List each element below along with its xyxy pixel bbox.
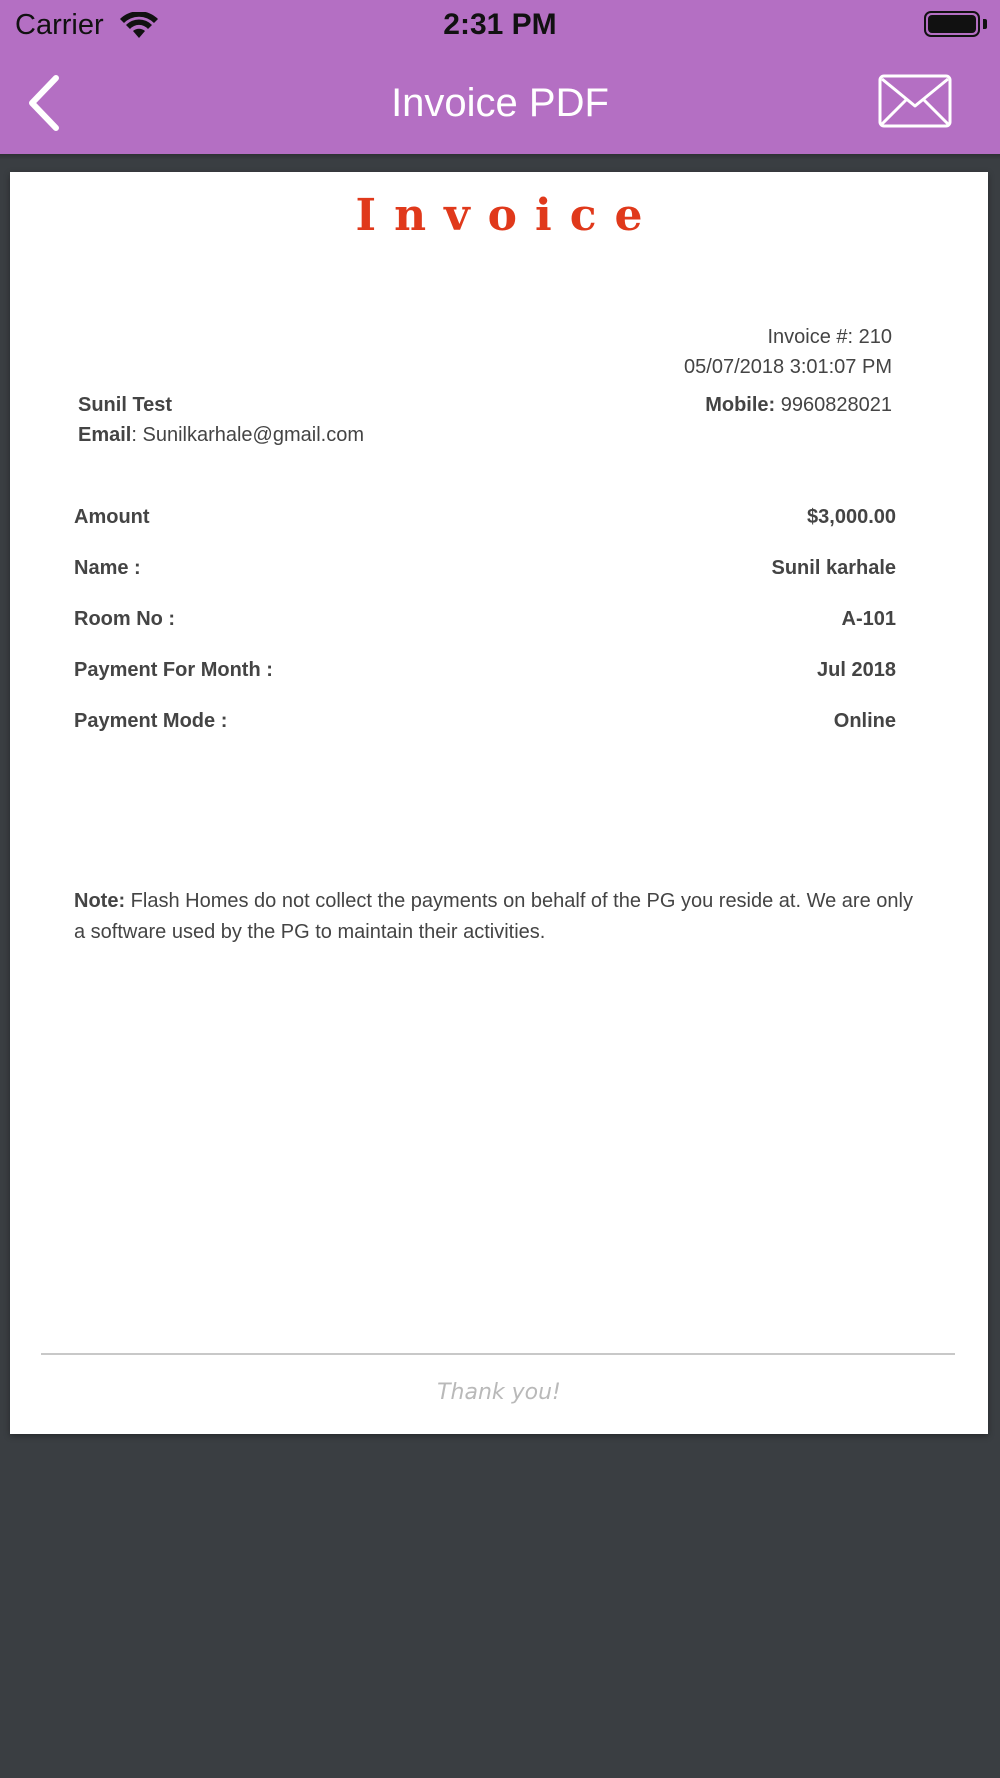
detail-value: Online (833, 710, 896, 732)
email-label: Email (78, 424, 132, 446)
detail-label: Name : (74, 557, 141, 579)
status-time: 2:31 PM (443, 8, 557, 41)
footer-thank-you: Thank you! (437, 1380, 561, 1405)
detail-label: Payment Mode : (74, 710, 228, 732)
detail-value: Jul 2018 (817, 659, 896, 681)
invoice-number-line (684, 322, 892, 352)
note-label: Note: (74, 890, 126, 912)
battery-icon (924, 11, 980, 37)
carrier-label: Carrier (15, 9, 104, 41)
battery-tip (983, 19, 987, 29)
detail-row-name (74, 553, 896, 604)
status-bar (0, 0, 1000, 50)
invoice-meta (684, 322, 892, 382)
chevron-left-icon (32, 78, 56, 128)
header-shadow (0, 154, 1000, 160)
mobile-label: Mobile: (705, 394, 776, 416)
email-button[interactable] (878, 74, 952, 128)
customer-info (78, 390, 364, 450)
invoice-number: 210 (858, 326, 892, 348)
detail-row-month (74, 655, 896, 706)
customer-mobile-line (705, 390, 892, 420)
app-header (0, 0, 1000, 154)
footer-divider (41, 1353, 955, 1355)
customer-email-line: Email: Sunilkarhale@gmail.com (78, 424, 364, 446)
detail-value: A-101 (841, 608, 896, 630)
envelope-icon (880, 76, 950, 126)
payment-details (74, 502, 896, 757)
detail-row-amount (74, 502, 896, 553)
back-button[interactable] (22, 72, 82, 134)
detail-value: $3,000.00 (807, 506, 896, 528)
detail-label: Amount (74, 506, 150, 528)
note-text: Flash Homes do not collect the payments on behalf of the PG you reside at. We are only a software used by the PG to maintain their activities. (74, 890, 913, 943)
invoice-title: Invoice (355, 190, 661, 241)
invoice-document[interactable] (10, 172, 988, 1434)
detail-row-mode (74, 706, 896, 757)
invoice-datetime: 05/07/2018 3:01:07 PM (684, 356, 892, 378)
invoice-note (74, 886, 914, 948)
detail-label: Payment For Month : (74, 659, 273, 681)
detail-label: Room No : (74, 608, 176, 630)
customer-name: Sunil Test (78, 394, 173, 416)
customer-email: Sunilkarhale@gmail.com (142, 424, 364, 446)
detail-row-room (74, 604, 896, 655)
invoice-number-label: Invoice #: (767, 326, 854, 348)
page-title: Invoice PDF (391, 81, 609, 125)
detail-value: Sunil karhale (771, 557, 896, 579)
customer-mobile: 9960828021 (780, 394, 892, 416)
navigation-bar (0, 52, 1000, 154)
